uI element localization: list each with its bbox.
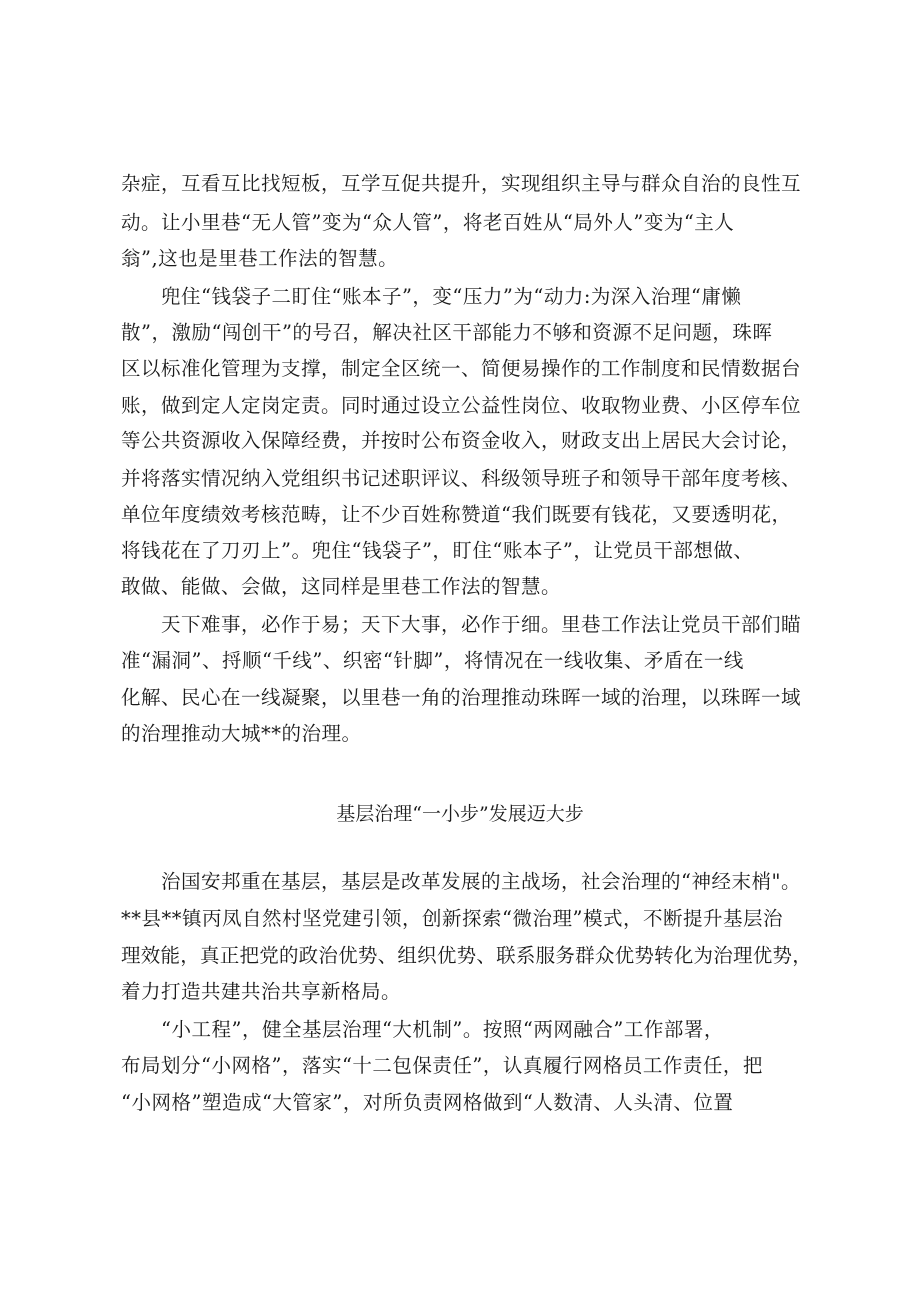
paragraph-line: 等公共资源收入保障经费，并按时公布资金收入，财政支出上居民大会讨论，: [121, 429, 802, 452]
paragraph-line: 治国安邦重在基层，基层是改革发展的主战场，社会治理的“神经末梢"。: [161, 870, 801, 893]
section-title: 基层治理“一小步”发展迈大步: [336, 803, 584, 825]
paragraph-line: **县**镇丙凤自然村坚党建引领，创新探索“微治理”模式，不断提升基层治: [121, 907, 783, 930]
paragraph-line: “小网格”塑造成“大管家”，对所负责网格做到“人数清、人头清、位置: [121, 1091, 734, 1114]
paragraph-line: 天下难事，必作于易；天下大事，必作于细。里巷工作法让党员干部们瞄: [161, 613, 802, 636]
paragraph-line: “小工程”，健全基层治理“大机制”。按照“两网融合”工作部署，: [161, 1018, 724, 1041]
paragraph-line: 并将落实情况纳入党组织书记述职评议、科级领导班子和领导干部年度考核、: [121, 467, 802, 490]
paragraph-line: 敢做、能做、会做，这同样是里巷工作法的智慧。: [121, 575, 562, 598]
paragraph-line: 区以标准化管理为支撑，制定全区统一、简便易操作的工作制度和民情数据台: [121, 357, 802, 380]
paragraph-line: 杂症，互看互比找短板，互学互促共提升，实现组织主导与群众自治的良性互: [121, 172, 802, 195]
paragraph-line: 动。让小里巷“无人管”变为“众人管”，将老百姓从“局外人”变为“主人: [121, 211, 735, 234]
paragraph-line: 单位年度绩效考核范畴，让不少百姓称赞道“我们既要有钱花，又要透明花，: [121, 503, 792, 526]
paragraph-line: 账，做到定人定岗定责。同时通过设立公益性岗位、收取物业费、小区停车位: [121, 394, 802, 417]
paragraph-line: 着力打造共建共治共享新格局。: [121, 980, 402, 1003]
paragraph-line: 的治理推动大城**的治理。: [121, 722, 362, 745]
paragraph-line: 散”，激励“闯创干”的号召，解决社区干部能力不够和资源不足问题，珠晖: [121, 321, 773, 344]
paragraph-line: 化解、民心在一线凝聚，以里巷一角的治理推动珠晖一域的治理，以珠晖一域: [121, 686, 802, 709]
paragraph-line: 翁”,这也是里巷工作法的智慧。: [121, 247, 399, 270]
paragraph-line: 布局划分“小网格”，落实“十二包保责任”，认真履行网格员工作责任，把: [121, 1054, 763, 1077]
paragraph-line: 理效能，真正把党的政治优势、组织优势、联系服务群众优势转化为治理优势，: [121, 944, 813, 967]
paragraph-line: 准“漏洞”、捋顺“千线”、织密“针脚”，将情况在一线收集、矛盾在一线: [121, 649, 744, 672]
paragraph-line: 兜住“钱袋子二盯住“账本子”，变“压力”为“动力:为深入治理“庸懒: [161, 285, 742, 308]
paragraph-line: 将钱花在了刀刃上”。兜住“钱袋子”，盯住“账本子”，让党员干部想做、: [121, 539, 754, 562]
